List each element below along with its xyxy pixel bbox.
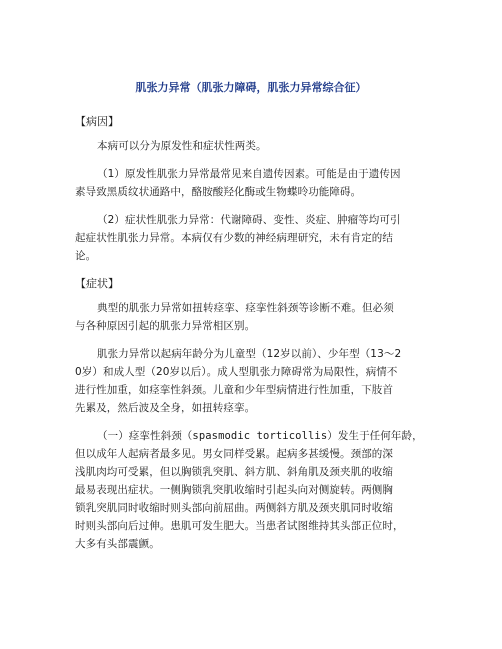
paragraph-text: ）发生于任何年龄， <box>327 430 423 442</box>
paragraph-line: 起症状性肌张力异常。本病仅有少数的神经病理研究，未有肯定的结 <box>75 232 393 244</box>
paragraph-line: 典型的肌张力异常如扭转痉挛、痉挛性斜颈等诊断不难。但必须 <box>97 302 394 314</box>
paragraph-line: 但以成年人起病者最多见。男女同样受累。起病多甚缓慢。颈部的深 <box>75 448 393 460</box>
paragraph-line: 浅肌肉均可受累，但以胸锁乳突肌、斜方肌、斜角肌及颈夹肌的收缩 <box>75 466 393 478</box>
paragraph-line: 论。 <box>75 250 97 262</box>
paragraph-line: 锁乳突肌同时收缩时则头部向前屈曲。两侧斜方肌及颈夹肌同时收缩 <box>75 502 393 514</box>
paragraph-line: 大多有头部震颤。 <box>75 538 160 550</box>
paragraph-line: 本病可以分为原发性和症状性两类。 <box>97 140 267 152</box>
document-title: 肌张力异常（肌张力障碍，肌张力异常综合征） <box>135 81 367 94</box>
paragraph-line: （2）症状性肌张力异常：代谢障碍、变性、炎症、肿瘤等均可引 <box>97 214 401 226</box>
paragraph-line: 0岁）和成人型（20岁以后）。成人型肌张力障碍常为局限性，病情不 <box>75 366 398 378</box>
paragraph-line: 时则头部向后过伸。患肌可发生肥大。当患者试图维持其头部正位时， <box>75 520 404 532</box>
paragraph-line: 与各种原因引起的肌张力异常相区别。 <box>75 320 256 332</box>
term-english: spasmodic torticollis <box>192 430 328 442</box>
paragraph-line: 进行性加重，如痉挛性斜颈。儿童和少年型病情进行性加重，下肢首 <box>75 384 393 396</box>
paragraph-line: 素导致黑质纹状通路中，酪胺酸羟化酶或生物蝶呤功能障碍。 <box>75 186 362 198</box>
section-heading-etiology: 【病因】 <box>75 115 119 128</box>
paragraph-line <box>97 428 423 443</box>
paragraph-line: 最易表现出症状。一侧胸锁乳突肌收缩时引起头向对侧旋转。两侧胸 <box>75 484 393 496</box>
section-heading-symptoms: 【症状】 <box>75 277 119 290</box>
paragraph-line: 先累及，然后波及全身，如扭转痉挛。 <box>75 402 256 414</box>
paragraph-line: 肌张力异常以起病年龄分为儿童型（12岁以前）、少年型（13～2 <box>97 348 402 360</box>
paragraph-text: （一）痉挛性斜颈（ <box>97 430 193 442</box>
paragraph-line: （1）原发性肌张力异常最常见来自遗传因素。可能是由于遗传因 <box>97 168 401 180</box>
